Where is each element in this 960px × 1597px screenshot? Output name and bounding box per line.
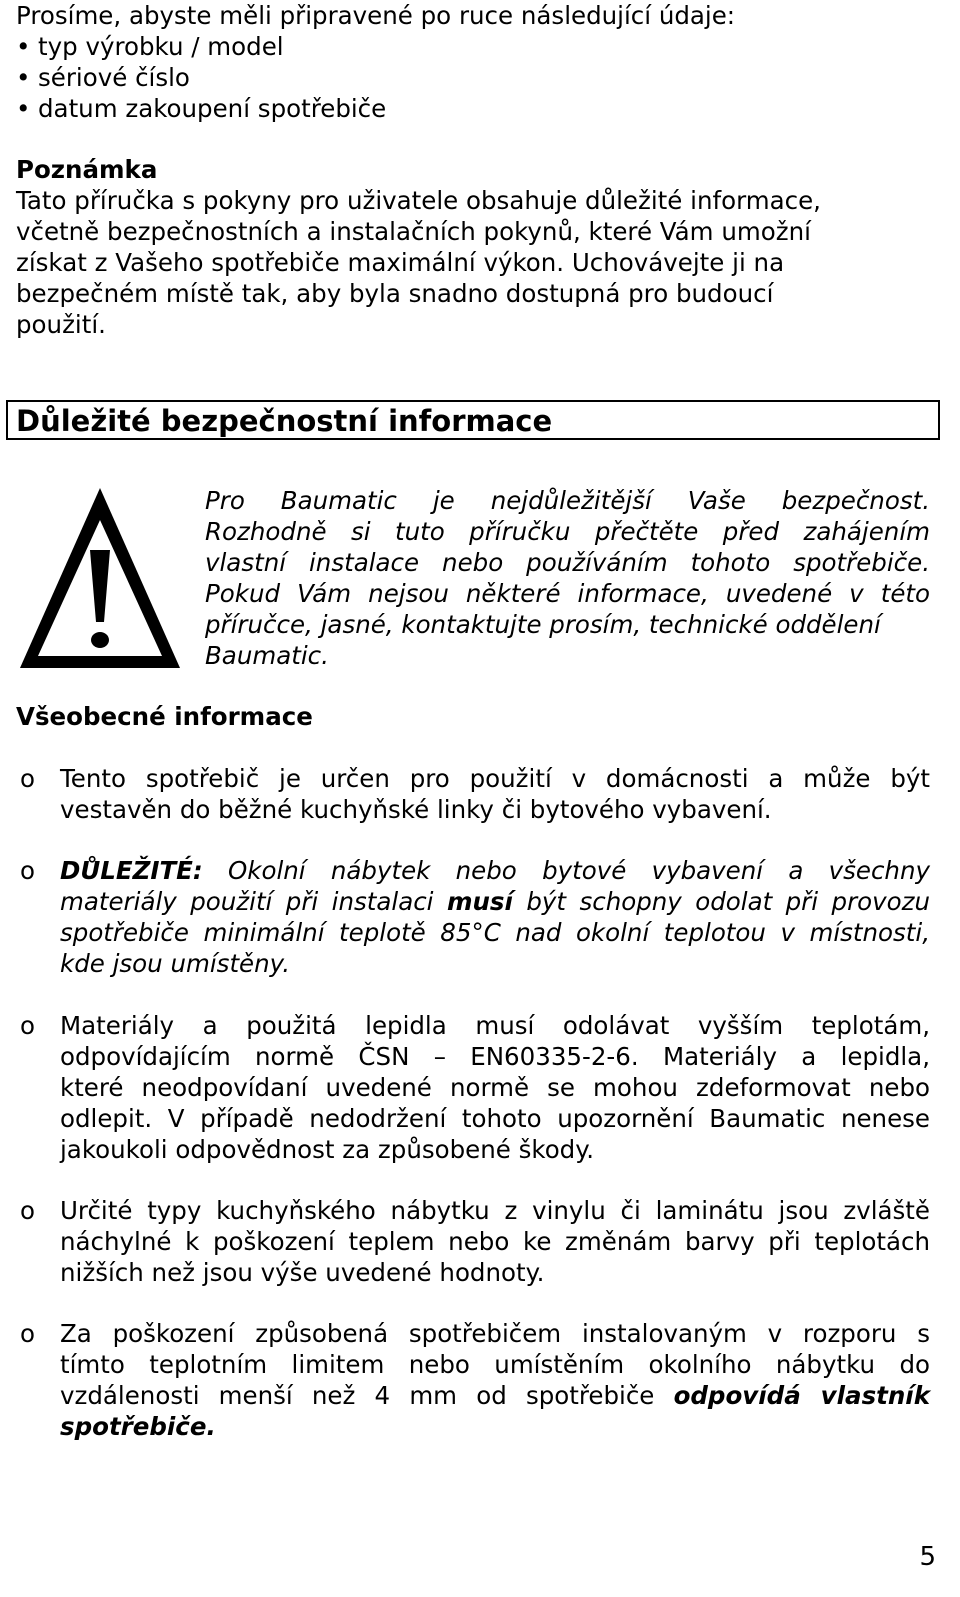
item-line: spotřebiče minimální teplotě 85°C nad okolní teplotou v místnosti,: [60, 918, 930, 947]
note-line: bezpečném místě tak, aby byla snadno dostupná pro budoucí: [16, 279, 774, 308]
warning-line: Pro Baumatic je nejdůležitější Vaše bezpečnost.: [205, 486, 930, 515]
note-line: Tato příručka s pokyny pro uživatele obsahuje důležité informace,: [16, 186, 821, 215]
info-item: [20, 855, 930, 979]
list-marker: o: [20, 1319, 35, 1348]
must-emphasis: musí: [446, 887, 513, 916]
required-info-list: [16, 31, 386, 124]
item-line: Za poškození způsobená spotřebičem instalovaným v rozporu s: [60, 1319, 930, 1348]
warning-line: vlastní instalace nebo používáním tohoto spotřebiče.: [205, 548, 930, 577]
item-line: odlepit. V případě nedodržení tohoto upozornění Baumatic nenese: [60, 1104, 930, 1133]
intro-text: Prosíme, abyste měli připravené po ruce následující údaje:: [16, 1, 736, 30]
item-line: odpovídajícím normě ČSN – EN60335-2-6. Materiály a lepidla,: [60, 1042, 930, 1071]
warning-line: Pokud Vám nejsou některé informace, uvedené v této: [205, 579, 930, 608]
note-paragraph: [16, 185, 931, 340]
warning-line: Baumatic.: [205, 641, 329, 670]
list-marker: o: [20, 1011, 35, 1040]
safety-heading-box: [6, 400, 940, 440]
item-line: vzdálenosti menší než 4 mm od spotřebiče odpovídá vlastník: [60, 1381, 930, 1410]
important-label: DŮLEŽITÉ:: [60, 856, 203, 885]
item-line: Určité typy kuchyňského nábytku z vinylu či laminátu jsou zvláště: [60, 1196, 930, 1225]
note-line: použití.: [16, 310, 106, 339]
info-item: [20, 1318, 930, 1442]
list-item: • sériové číslo: [16, 63, 190, 92]
list-marker: o: [20, 856, 35, 885]
item-line: vestavěn do běžné kuchyňské linky či bytového vybavení.: [60, 795, 772, 824]
info-item: [20, 1010, 930, 1165]
note-line: získat z Vašeho spotřebiče maximální výkon. Uchovávejte ji na: [16, 248, 785, 277]
bullet: •: [16, 63, 31, 92]
item-line: Materiály a použitá lepidla musí odolávat vyšším teplotám,: [60, 1011, 930, 1040]
list-item: • datum zakoupení spotřebiče: [16, 94, 387, 123]
bullet: •: [16, 32, 31, 61]
warning-paragraph: [205, 485, 930, 671]
item-line: materiály použití při instalaci musí být schopny odolat při provozu: [60, 887, 931, 916]
list-marker: o: [20, 764, 35, 793]
item-line: které neodpovídaní uvedené normě se mohou zdeformovat nebo: [60, 1073, 930, 1102]
item-line: náchylné k poškození teplem nebo ke změnám barvy při teplotách: [60, 1227, 930, 1256]
list-marker: o: [20, 1196, 35, 1225]
note-line: včetně bezpečnostních a instalačních pokynů, které Vám umožní: [16, 217, 811, 246]
item-line: Tento spotřebič je určen pro použití v domácnosti a může být: [60, 764, 930, 793]
info-item: [20, 1195, 930, 1288]
item-line: kde jsou umístěny.: [60, 949, 291, 978]
info-item: [20, 763, 930, 825]
general-info-heading: Všeobecné informace: [16, 702, 313, 731]
item-line: tímto teplotním limitem nebo umístěním okolního nábytku do: [60, 1350, 930, 1379]
note-heading: Poznámka: [16, 155, 158, 184]
item-line: spotřebiče.: [60, 1412, 216, 1441]
list-item: • typ výrobku / model: [16, 32, 284, 61]
owner-responsibility-emphasis: odpovídá vlastník: [673, 1381, 930, 1410]
bullet: •: [16, 94, 31, 123]
warning-line: příručce, jasné, kontaktujte prosím, technické oddělení: [205, 610, 881, 639]
page-number: 5: [919, 1542, 936, 1572]
safety-heading: Důležité bezpečnostní informace: [16, 404, 553, 438]
warning-triangle-icon: [20, 488, 180, 668]
item-line: DŮLEŽITÉ: Okolní nábytek nebo bytové vybavení a všechny: [60, 856, 930, 885]
warning-line: Rozhodně si tuto příručku přečtěte před zahájením: [205, 517, 930, 546]
item-line: nižších než jsou výše uvedené hodnoty.: [60, 1258, 545, 1287]
item-line: jakoukoli odpovědnost za způsobené škody.: [60, 1135, 595, 1164]
